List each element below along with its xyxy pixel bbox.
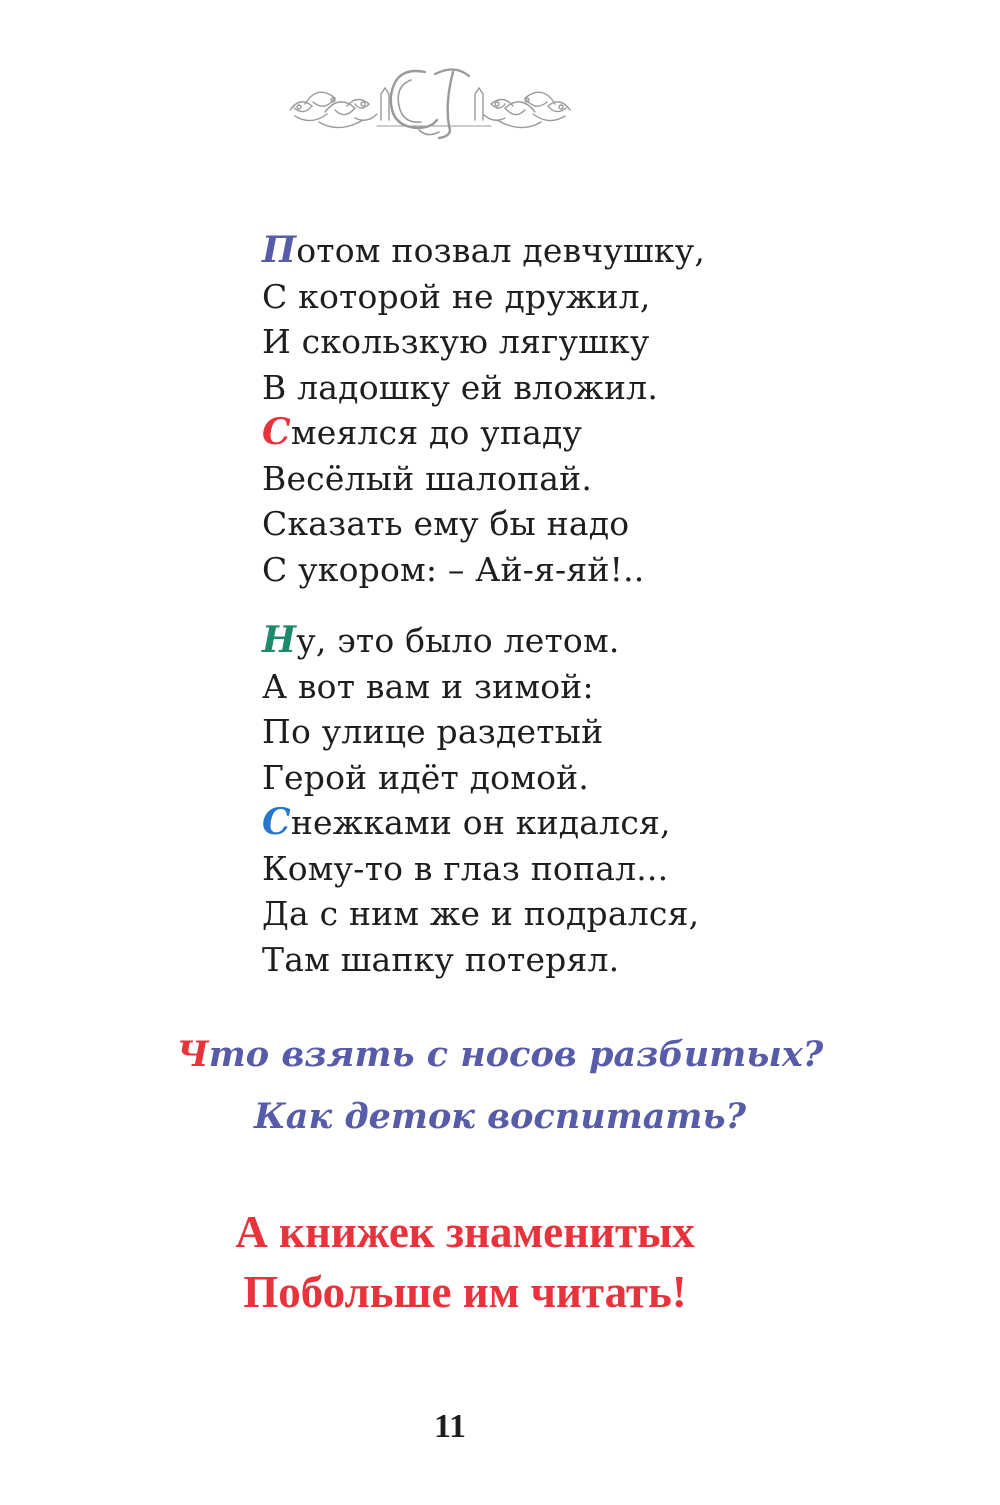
poem-line: С укором: – Ай-я-яй!.. [262,549,645,589]
moral-question-1: Что взять с носов разбитых? [176,1034,824,1075]
moral-question-2: Как деток воспитать? [253,1096,747,1137]
poem-line: С которой не дружил, [262,276,651,316]
poem-line: Снежками он кидался, [262,801,671,843]
moral-answer-1: А книжек знаменитых [235,1207,695,1257]
poem-line: Там шапку потерял. [262,939,620,979]
poem-line: Ну, это было летом. [262,619,620,661]
poem-line: Кому-то в глаз попал... [262,848,669,888]
stanza-1 [262,228,705,592]
poem-line: Потом позвал девчушку, [262,229,706,271]
poem-line: Герой идёт домой. [262,757,590,797]
dropcap-letter: С [262,801,291,843]
dropcap-letter: С [262,411,291,453]
dropcap-letter: Н [262,619,297,661]
page-number: 11 [433,1408,467,1445]
poem-line: Весёлый шалопай. [262,458,593,498]
moral-answer-2: Побольше им читать! [243,1267,687,1317]
poem-line: Сказать ему бы надо [262,504,630,543]
dropcap-letter: П [262,229,297,271]
poem-line: И скользкую лягушку [262,322,650,361]
question-dropcap: Ч [176,1034,209,1075]
poem-line: В ладошку ей вложил. [262,367,659,407]
monogram-ornament-icon [285,60,575,150]
stanza-2 [262,618,699,982]
poem-line: Да с ним же и подрался, [262,894,700,933]
poem-line: По улице раздетый [262,712,604,751]
poem-line: А вот вам и зимой: [262,666,594,706]
poem-line: Смеялся до упаду [262,411,583,453]
